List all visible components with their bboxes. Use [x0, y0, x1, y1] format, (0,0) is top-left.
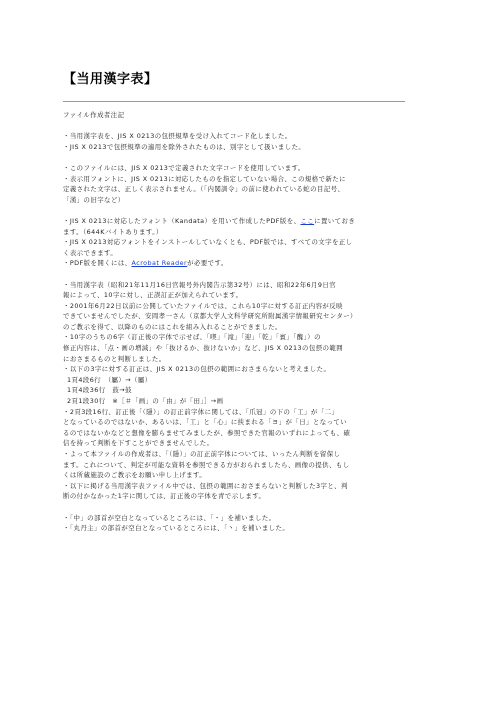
correction-item: 1頁4段36行 鼓→鼓 [67, 386, 132, 395]
text-line: ・このファイルには、JIS X 0213で定義された文字コードを使用しています。 [63, 163, 305, 172]
text-fragment: ・PDF版を開くには、 [63, 259, 132, 268]
document-body [63, 110, 411, 534]
text-fragment: ・JIS X 0213に対応したフォント（Kandata）を用いて作成したPDF版を、 [63, 216, 301, 225]
text-fragment: が必要です。 [187, 259, 228, 268]
text-line: となっているのではないか、あるいは、「工」と「心」に挟まれる「ヨ」が「日」となってい [63, 418, 348, 427]
text-line: ます。これについて、判定が可能な資料を参照できる方がおられましたら、画像の提供、もし [63, 460, 350, 469]
text-line: 定義された文字は、正しく表示されません。（「内閣訓令」の前に使われている蛇の目記号、 [63, 185, 345, 194]
text-line: 報によって、10字に対し、正誤訂正が加えられています。 [63, 291, 243, 300]
text-line: におさまるものと判断しました。 [63, 354, 166, 363]
acrobat-reader-link[interactable]: Acrobat Reader [131, 259, 188, 268]
text-line: のご教示を得て、以降のものにはこれを組み入れることができました。 [63, 322, 282, 331]
spacer [63, 121, 411, 132]
pdf-here-link[interactable]: ここ [300, 216, 315, 225]
text-line: 修正内容は、「点・画の増減」や「抜けるか、抜けないか」など、JIS X 0213の包摂の範囲 [63, 344, 344, 353]
page-title: 【当用漢字表】 [63, 72, 158, 87]
acrobat-note-line [63, 258, 411, 269]
text-line: く表示できます。 [63, 248, 118, 257]
subheading: ファイル作成者注記 [63, 111, 125, 119]
correction-item: 1頁4段6行 （屬）→（屬） [67, 375, 152, 384]
text-line: ・表示用フォントに、JIS X 0213に対応したものを指定していない場合、この規格で新たに [63, 174, 346, 183]
text-line: ・10字のうちの6字（訂正後の字体で示せば、「喫」「滝」「迎」「乾」「賓」「醜」）の [63, 333, 321, 342]
text-line: ・2頁3段16行、訂正後「（隱）」の訂正前字体に関しては、「爪冠」の下の「工」が「二」 [63, 407, 339, 416]
text-fragment: に置いておき [314, 216, 356, 225]
text-line: 「漢」の旧字など） [63, 195, 125, 204]
text-line: ・「丸丹主」の部首が空白となっているところには、「丶」を補いました。 [63, 524, 290, 533]
text-line: ・当用漢字表を、JIS X 0213の包摂規準を受け入れてコード化しました。 [63, 132, 292, 141]
text-line: ・以下の3字に対する訂正は、JIS X 0213の包摂の範囲におさまらないと考えました。 [63, 365, 331, 374]
text-line: ・以下に掲げる当用漢字表ファイル中では、包摂の範囲におさまらないと判断した3字と、判 [63, 481, 348, 490]
text-line: るのではないかなどと想像を膨らませてみましたが、参照できた官報のいずれによっても、確 [63, 428, 351, 437]
text-line: ます。（644Kバイトあります。） [63, 227, 163, 236]
pdf-note-line [63, 216, 411, 227]
text-line: ・2001年6月22日以前に公開していたファイルでは、これら10字に対する訂正内容が反映 [63, 301, 343, 310]
text-line: くは所蔵施設のご教示をお願い申し上げます。 [63, 471, 207, 480]
text-line: ・よって本ファイルの作成者は、「（隱）」の訂正前字体については、いったん判断を留保し [63, 450, 341, 458]
text-line: ・当用漢字表（昭和21年11月16日官報号外内閣告示第32号）には、昭和22年6月9日官 [63, 280, 337, 289]
spacer [63, 502, 411, 513]
correction-item: 2頁1段30行 ※［＃「画」の「由」が「田」］→画 [67, 397, 224, 406]
text-line: ・JIS X 0213対応フォントをインストールしていなくとも、PDF版では、すべての文字を正し [63, 238, 353, 247]
horizontal-rule [63, 101, 405, 102]
spacer [63, 152, 411, 163]
text-line: ・「中」の部首が空白となっているところには、「・」を補いました。 [63, 513, 276, 522]
text-line: 信を持って判断を下すことができませんでした。 [63, 439, 214, 448]
text-line: 断の付かなかった1字に関しては、訂正後の字体を青で示します。 [63, 492, 266, 501]
text-line: できていませんでしたが、安岡孝一さん（京都大学人文科学研究所附属漢字情報研究センター） [63, 312, 357, 321]
spacer [63, 205, 411, 216]
spacer [63, 269, 411, 280]
text-line: ・JIS X 0213で包摂規準の適用を除外されたものは、別字として扱いました。 [63, 142, 306, 151]
